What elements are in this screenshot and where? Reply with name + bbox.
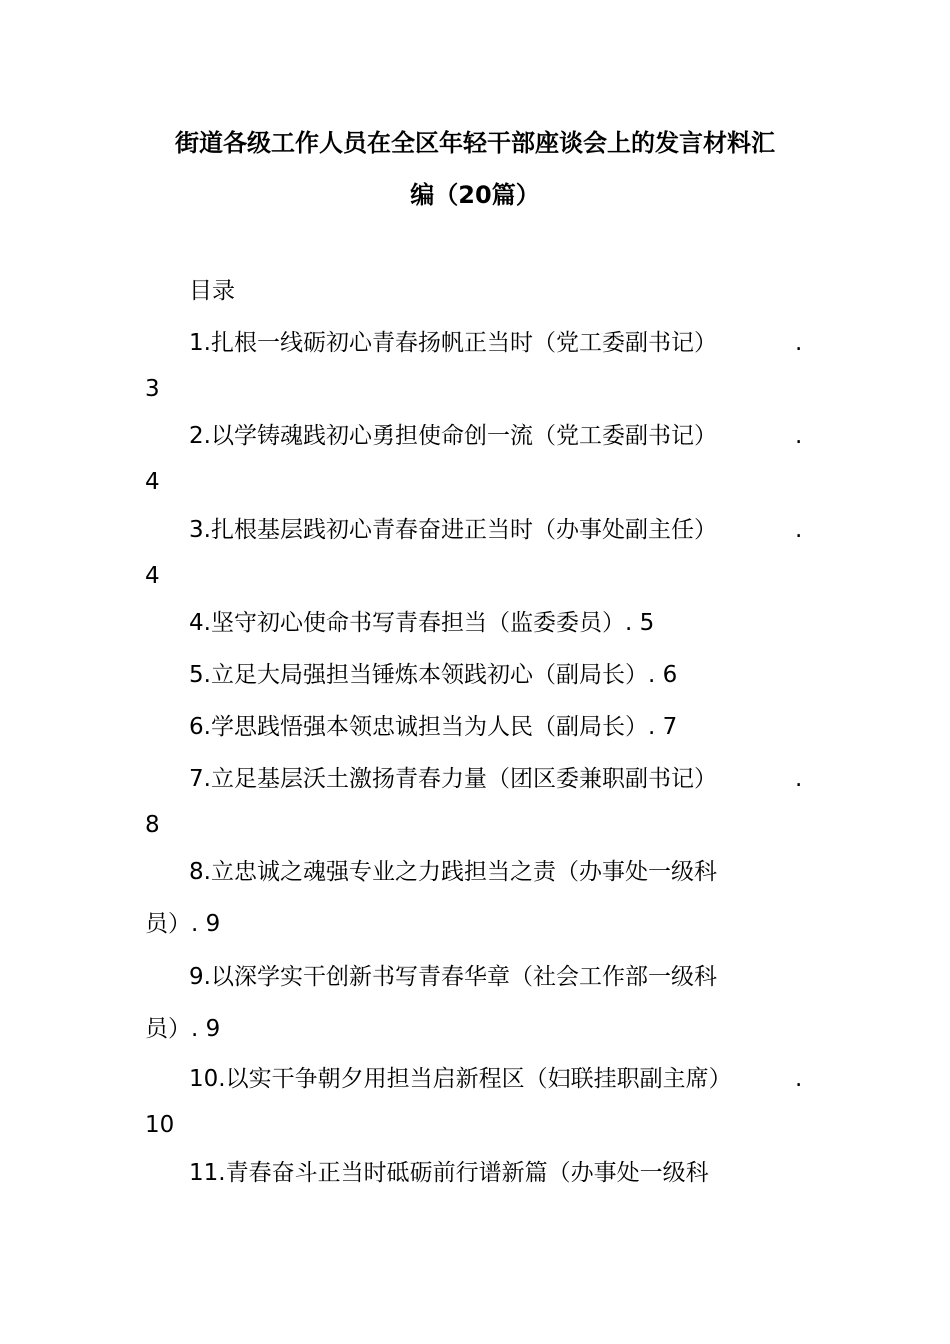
toc-entry-11: 11.青春奋斗正当时砥砺前行谱新篇（办事处一级科 xyxy=(189,1160,709,1186)
toc-entry-3-page: 4 xyxy=(145,563,160,589)
toc-entry-9-continuation: 员）. 9 xyxy=(145,1016,221,1042)
toc-entry-1-dot: . xyxy=(795,330,803,356)
toc-entry-7-dot: . xyxy=(795,766,803,792)
toc-entry-7: 7.立足基层沃土激扬青春力量（团区委兼职副书记） xyxy=(189,766,717,792)
toc-entry-1: 1.扎根一线砺初心青春扬帆正当时（党工委副书记） xyxy=(189,330,717,356)
toc-entry-10: 10.以实干争朝夕用担当启新程区（妇联挂职副主席） xyxy=(189,1066,732,1092)
toc-entry-10-page: 10 xyxy=(145,1112,175,1138)
toc-entry-2: 2.以学铸魂践初心勇担使命创一流（党工委副书记） xyxy=(189,423,717,449)
toc-entry-8-continuation: 员）. 9 xyxy=(145,911,221,937)
toc-entry-2-dot: . xyxy=(795,423,803,449)
document-title-line-1: 街道各级工作人员在全区年轻干部座谈会上的发言材料汇 xyxy=(175,129,775,157)
document-title-line-2: 编（20篇） xyxy=(410,181,540,209)
toc-entry-5: 5.立足大局强担当锤炼本领践初心（副局长）. 6 xyxy=(189,662,678,688)
toc-heading: 目录 xyxy=(189,278,235,304)
toc-entry-9: 9.以深学实干创新书写青春华章（社会工作部一级科 xyxy=(189,964,717,990)
toc-entry-6: 6.学思践悟强本领忠诚担当为人民（副局长）. 7 xyxy=(189,714,678,740)
toc-entry-3-dot: . xyxy=(795,517,803,543)
toc-entry-1-page: 3 xyxy=(145,376,160,402)
toc-entry-10-dot: . xyxy=(795,1066,803,1092)
toc-entry-3: 3.扎根基层践初心青春奋进正当时（办事处副主任） xyxy=(189,517,717,543)
toc-entry-4: 4.坚守初心使命书写青春担当（监委委员）. 5 xyxy=(189,610,655,636)
toc-entry-7-page: 8 xyxy=(145,812,160,838)
toc-entry-2-page: 4 xyxy=(145,469,160,495)
toc-entry-8: 8.立忠诚之魂强专业之力践担当之责（办事处一级科 xyxy=(189,859,717,885)
